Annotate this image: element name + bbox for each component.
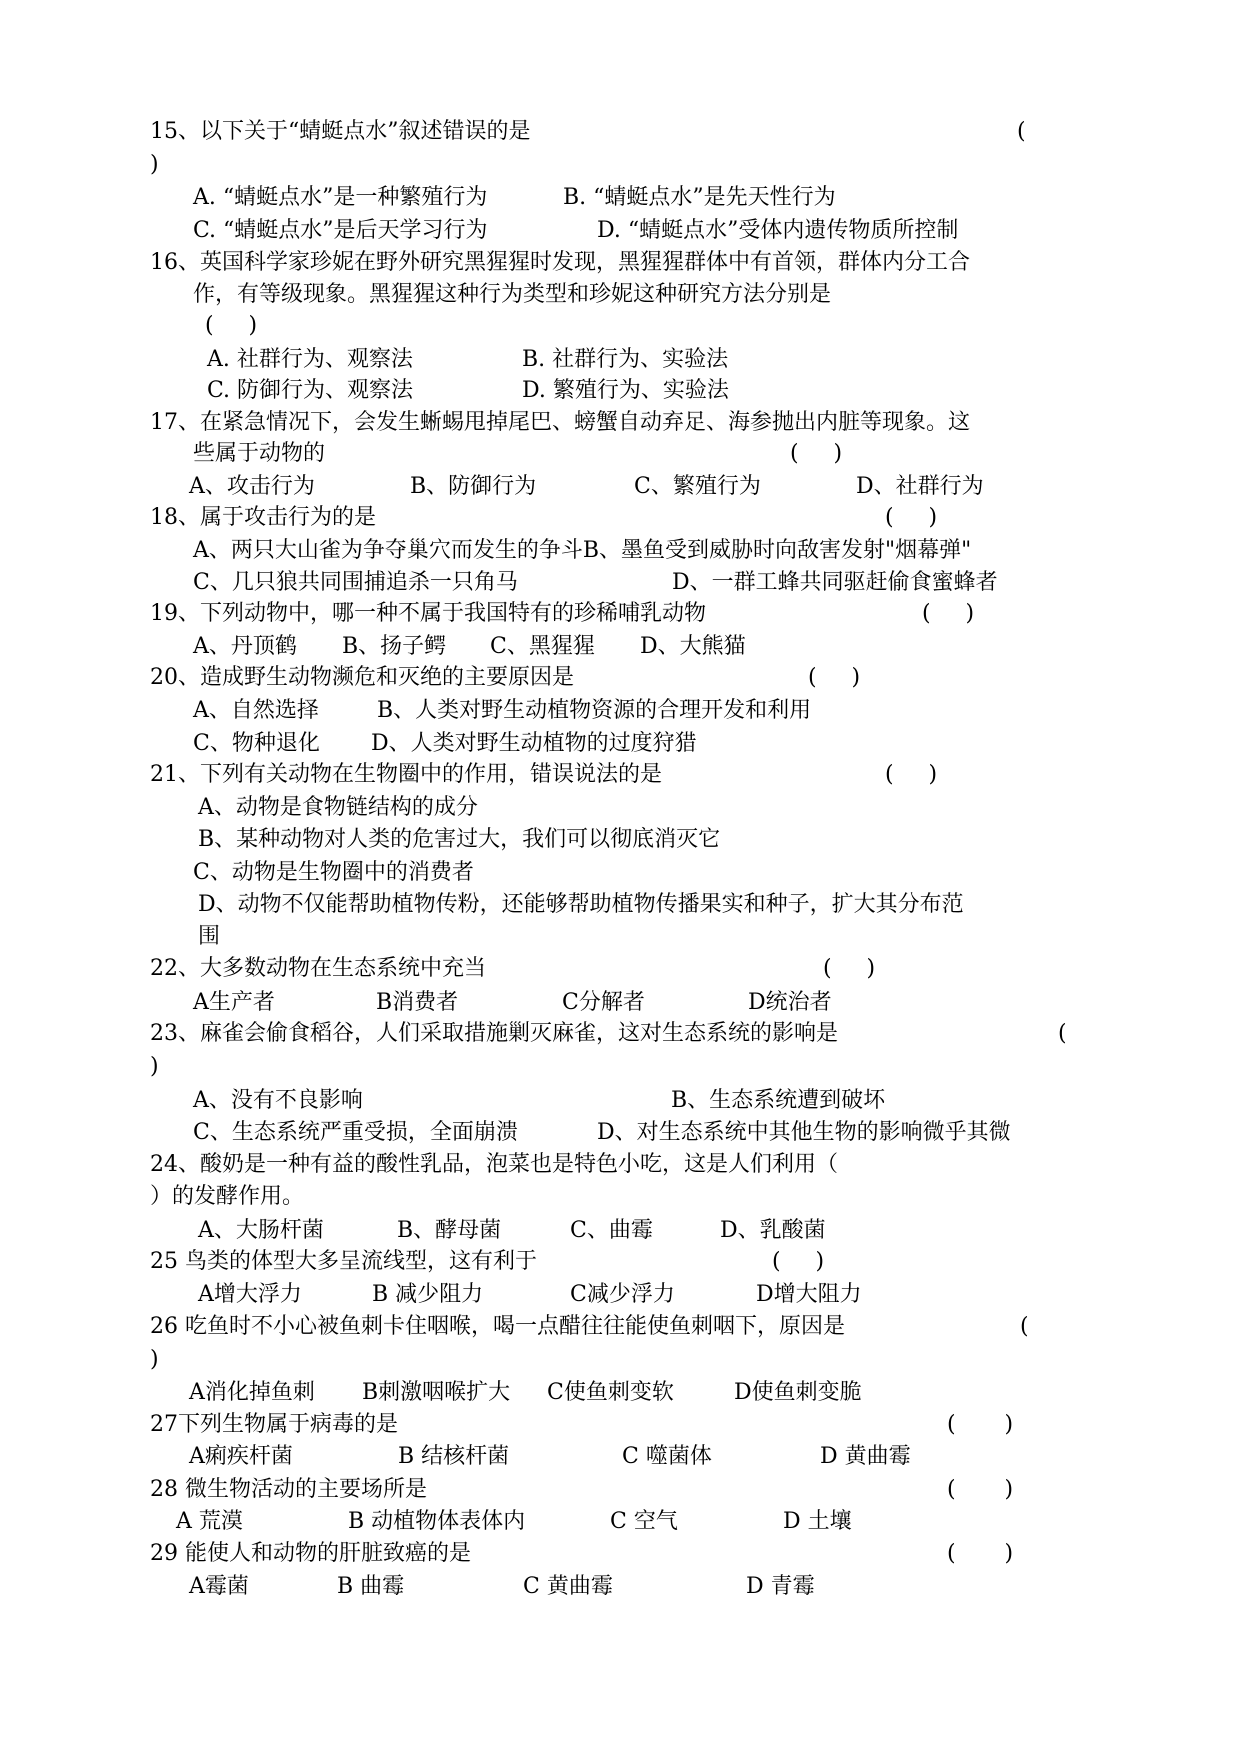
question-18-stem: 18、属于攻击行为的是 bbox=[150, 505, 376, 530]
question-27-option-a: A痢疾杆菌 bbox=[189, 1444, 293, 1469]
question-23-option-d: D、对生态系统中其他生物的影响微乎其微 bbox=[597, 1120, 1011, 1145]
question-17-option-b: B、防御行为 bbox=[410, 474, 537, 499]
question-15-option-b: B. “蜻蜓点水”是先天性行为 bbox=[563, 185, 836, 210]
question-27-bracket: ( ) bbox=[947, 1412, 1014, 1437]
question-15-stem: 15、以下关于“蜻蜓点水”叙述错误的是 bbox=[150, 119, 531, 144]
question-20-option-d: D、人类对野生动植物的过度狩猎 bbox=[371, 731, 697, 756]
question-15-bracket: ( bbox=[1017, 119, 1026, 144]
question-16-option-a: A. 社群行为、观察法 bbox=[207, 347, 413, 372]
question-23-option-b: B、生态系统遭到破坏 bbox=[671, 1088, 886, 1113]
question-17-bracket: ( ) bbox=[790, 441, 843, 466]
question-15-stem-cont: ) bbox=[150, 152, 159, 177]
question-26-option-c: C使鱼刺变软 bbox=[547, 1380, 674, 1405]
question-23-option-a: A、没有不良影响 bbox=[193, 1088, 363, 1113]
question-28-bracket: ( ) bbox=[947, 1477, 1014, 1502]
question-17-option-c: C、繁殖行为 bbox=[634, 474, 761, 499]
question-20-option-a: A、自然选择 bbox=[193, 698, 319, 723]
question-21-option-d: D、动物不仅能帮助植物传粉，还能够帮助植物传播果实和种子，扩大其分布范 bbox=[198, 892, 964, 917]
question-24-option-b: B、酵母菌 bbox=[397, 1218, 502, 1243]
question-18-option-ab: A、两只大山雀为争夺巢穴而发生的争斗B、墨鱼受到威胁时向敌害发射"烟幕弹" bbox=[193, 538, 972, 563]
question-29-bracket: ( ) bbox=[947, 1541, 1014, 1566]
question-26-bracket: ( bbox=[1020, 1314, 1029, 1339]
question-29-stem: 29 能使人和动物的肝脏致癌的是 bbox=[150, 1541, 471, 1566]
question-19-stem: 19、下列动物中，哪一种不属于我国特有的珍稀哺乳动物 bbox=[150, 601, 706, 626]
question-17-option-d: D、社群行为 bbox=[856, 474, 984, 499]
question-28-option-d: D 土壤 bbox=[783, 1509, 852, 1534]
question-29-option-d: D 青霉 bbox=[746, 1574, 815, 1599]
question-16-option-c: C. 防御行为、观察法 bbox=[207, 378, 414, 403]
question-17-option-a: A、攻击行为 bbox=[189, 474, 315, 499]
question-16-stem: 16、英国科学家珍妮在野外研究黑猩猩时发现，黑猩猩群体中有首领，群体内分工合 bbox=[150, 250, 970, 275]
question-27-option-b: B 结核杆菌 bbox=[398, 1444, 510, 1469]
question-15-option-c: C. “蜻蜓点水”是后天学习行为 bbox=[193, 218, 488, 243]
question-24-option-c: C、曲霉 bbox=[570, 1218, 653, 1243]
question-19-option-a: A、丹顶鹤 bbox=[193, 634, 297, 659]
question-26-option-d: D使鱼刺变脆 bbox=[734, 1380, 862, 1405]
question-18-bracket: ( ) bbox=[885, 505, 938, 530]
question-25-option-d: D增大阻力 bbox=[756, 1282, 862, 1307]
question-16-option-d: D. 繁殖行为、实验法 bbox=[522, 378, 729, 403]
question-29-option-b: B 曲霉 bbox=[337, 1574, 405, 1599]
question-21-option-d-cont: 围 bbox=[198, 924, 221, 949]
question-29-option-a: A霉菌 bbox=[189, 1574, 249, 1599]
question-19-bracket: ( ) bbox=[922, 601, 975, 626]
question-23-option-c: C、生态系统严重受损，全面崩溃 bbox=[193, 1120, 518, 1145]
question-25-bracket: ( ) bbox=[772, 1249, 825, 1274]
question-28-stem: 28 微生物活动的主要场所是 bbox=[150, 1477, 427, 1502]
question-24-option-d: D、乳酸菌 bbox=[720, 1218, 826, 1243]
question-19-option-b: B、扬子鳄 bbox=[342, 634, 447, 659]
question-19-option-c: C、黑猩猩 bbox=[490, 634, 595, 659]
question-28-option-b: B 动植物体表体内 bbox=[348, 1509, 526, 1534]
question-16-stem-cont: 作，有等级现象。黑猩猩这种行为类型和珍妮这种研究方法分别是 bbox=[193, 282, 832, 307]
question-22-stem: 22、大多数动物在生态系统中充当 bbox=[150, 956, 486, 981]
question-29-option-c: C 黄曲霉 bbox=[523, 1574, 613, 1599]
question-28-option-c: C 空气 bbox=[610, 1509, 678, 1534]
question-27-option-c: C 噬菌体 bbox=[622, 1444, 712, 1469]
question-15-option-a: A. “蜻蜓点水”是一种繁殖行为 bbox=[193, 185, 488, 210]
question-22-bracket: ( ) bbox=[823, 956, 876, 981]
question-18-option-c: C、几只狼共同围捕追杀一只角马 bbox=[193, 570, 518, 595]
question-26-option-a: A消化掉鱼刺 bbox=[189, 1380, 315, 1405]
question-23-stem-cont: ) bbox=[150, 1054, 159, 1079]
question-17-stem: 17、在紧急情况下，会发生蜥蜴甩掉尾巴、螃蟹自动弃足、海参抛出内脏等现象。这 bbox=[150, 410, 970, 435]
question-16-bracket: ( ) bbox=[205, 313, 258, 338]
question-27-option-d: D 黄曲霉 bbox=[820, 1444, 911, 1469]
question-21-option-a: A、动物是食物链结构的成分 bbox=[198, 795, 478, 820]
question-22-option-a: A生产者 bbox=[193, 990, 275, 1015]
question-26-option-b: B刺激咽喉扩大 bbox=[362, 1380, 511, 1405]
question-19-option-d: D、大熊猫 bbox=[640, 634, 746, 659]
question-15-option-d: D. “蜻蜓点水”受体内遗传物质所控制 bbox=[597, 218, 959, 243]
question-17-stem-cont: 些属于动物的 bbox=[193, 441, 326, 466]
question-25-option-a: A增大浮力 bbox=[198, 1282, 302, 1307]
question-21-option-c: C、动物是生物圈中的消费者 bbox=[193, 860, 474, 885]
question-21-stem: 21、下列有关动物在生物圈中的作用，错误说法的是 bbox=[150, 762, 662, 787]
question-22-option-d: D统治者 bbox=[748, 990, 832, 1015]
question-20-option-c: C、物种退化 bbox=[193, 731, 320, 756]
question-25-option-b: B 减少阻力 bbox=[372, 1282, 484, 1307]
question-21-option-b: B、某种动物对人类的危害过大，我们可以彻底消灭它 bbox=[198, 827, 721, 852]
question-25-option-c: C减少浮力 bbox=[570, 1282, 675, 1307]
question-24-stem-cont: ）的发酵作用。 bbox=[150, 1184, 305, 1209]
question-23-stem: 23、麻雀会偷食稻谷，人们采取措施剿灭麻雀，这对生态系统的影响是 bbox=[150, 1021, 838, 1046]
question-23-bracket: ( bbox=[1058, 1021, 1067, 1046]
question-22-option-c: C分解者 bbox=[562, 990, 645, 1015]
question-21-bracket: ( ) bbox=[885, 762, 938, 787]
question-18-option-d: D、一群工蜂共同驱赶偷食蜜蜂者 bbox=[672, 570, 998, 595]
question-16-option-b: B. 社群行为、实验法 bbox=[522, 347, 729, 372]
question-26-stem-cont: ) bbox=[150, 1347, 159, 1372]
question-24-stem: 24、酸奶是一种有益的酸性乳品，泡菜也是特色小吃，这是人们利用（ bbox=[150, 1152, 838, 1177]
question-24-option-a: A、大肠杆菌 bbox=[198, 1218, 324, 1243]
question-20-option-b: B、人类对野生动植物资源的合理开发和利用 bbox=[377, 698, 812, 723]
question-27-stem: 27下列生物属于病毒的是 bbox=[150, 1412, 398, 1437]
question-26-stem: 26 吃鱼时不小心被鱼刺卡住咽喉，喝一点醋往往能使鱼刺咽下，原因是 bbox=[150, 1314, 845, 1339]
question-20-bracket: ( ) bbox=[808, 665, 861, 690]
question-22-option-b: B消费者 bbox=[376, 990, 459, 1015]
question-28-option-a: A 荒漠 bbox=[176, 1509, 243, 1534]
question-25-stem: 25 鸟类的体型大多呈流线型，这有利于 bbox=[150, 1249, 537, 1274]
question-20-stem: 20、造成野生动物濒危和灭绝的主要原因是 bbox=[150, 665, 574, 690]
